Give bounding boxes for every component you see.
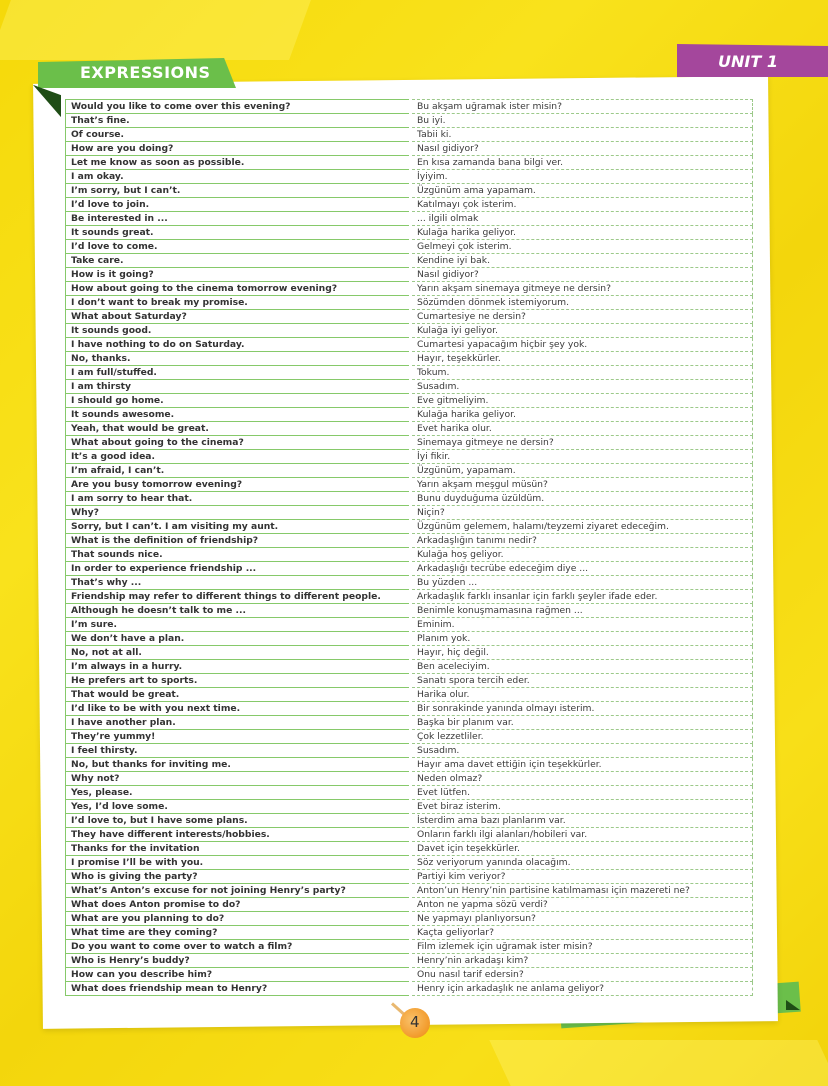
english-expression: They have different interests/hobbies. bbox=[66, 828, 411, 842]
english-expression: No, but thanks for inviting me. bbox=[66, 758, 411, 772]
english-expression: He prefers art to sports. bbox=[66, 674, 411, 688]
table-row bbox=[66, 352, 753, 366]
english-expression: How about going to the cinema tomorrow evening? bbox=[66, 282, 411, 296]
table-row bbox=[66, 828, 753, 842]
page-fold-right bbox=[786, 1000, 800, 1010]
table-row bbox=[66, 940, 753, 954]
english-expression: What time are they coming? bbox=[66, 926, 411, 940]
english-expression: We don’t have a plan. bbox=[66, 632, 411, 646]
turkish-translation: Evet harika olur. bbox=[411, 422, 753, 436]
english-expression: It’s a good idea. bbox=[66, 450, 411, 464]
english-expression: That would be great. bbox=[66, 688, 411, 702]
turkish-translation: Eminim. bbox=[411, 618, 753, 632]
turkish-translation: Cumartesi yapacağım hiçbir şey yok. bbox=[411, 338, 753, 352]
english-expression: I promise I’ll be with you. bbox=[66, 856, 411, 870]
table-row bbox=[66, 142, 753, 156]
english-expression: It sounds awesome. bbox=[66, 408, 411, 422]
table-row bbox=[66, 338, 753, 352]
background-shard bbox=[489, 1040, 828, 1086]
turkish-translation: Anton ne yapma sözü verdi? bbox=[411, 898, 753, 912]
turkish-translation: ... ilgili olmak bbox=[411, 212, 753, 226]
table-row bbox=[66, 520, 753, 534]
table-row bbox=[66, 156, 753, 170]
table-row bbox=[66, 926, 753, 940]
table-row bbox=[66, 492, 753, 506]
turkish-translation: Kulağa harika geliyor. bbox=[411, 408, 753, 422]
table-row bbox=[66, 744, 753, 758]
english-expression: They’re yummy! bbox=[66, 730, 411, 744]
turkish-translation: Nasıl gidiyor? bbox=[411, 268, 753, 282]
english-expression: What does friendship mean to Henry? bbox=[66, 982, 411, 996]
turkish-translation: Neden olmaz? bbox=[411, 772, 753, 786]
english-expression: It sounds good. bbox=[66, 324, 411, 338]
table-row bbox=[66, 114, 753, 128]
turkish-translation: Anton’un Henry’nin partisine katılmaması için mazereti ne? bbox=[411, 884, 753, 898]
turkish-translation: Hayır, teşekkürler. bbox=[411, 352, 753, 366]
expressions-table bbox=[65, 99, 753, 996]
turkish-translation: Üzgünüm, yapamam. bbox=[411, 464, 753, 478]
english-expression: Who is Henry’s buddy? bbox=[66, 954, 411, 968]
turkish-translation: Davet için teşekkürler. bbox=[411, 842, 753, 856]
english-expression: Who is giving the party? bbox=[66, 870, 411, 884]
english-expression: I should go home. bbox=[66, 394, 411, 408]
turkish-translation: Hayır ama davet ettiğin için teşekkürler. bbox=[411, 758, 753, 772]
turkish-translation: Benimle konuşmamasına rağmen ... bbox=[411, 604, 753, 618]
turkish-translation: Cumartesiye ne dersin? bbox=[411, 310, 753, 324]
table-row bbox=[66, 450, 753, 464]
table-row bbox=[66, 226, 753, 240]
table-row bbox=[66, 548, 753, 562]
english-expression: What does Anton promise to do? bbox=[66, 898, 411, 912]
english-expression: Are you busy tomorrow evening? bbox=[66, 478, 411, 492]
turkish-translation: Bu akşam uğramak ister misin? bbox=[411, 100, 753, 114]
turkish-translation: Gelmeyi çok isterim. bbox=[411, 240, 753, 254]
table-row bbox=[66, 394, 753, 408]
table-row bbox=[66, 506, 753, 520]
english-expression: I’m sure. bbox=[66, 618, 411, 632]
english-expression: No, not at all. bbox=[66, 646, 411, 660]
english-expression: Although he doesn’t talk to me ... bbox=[66, 604, 411, 618]
turkish-translation: Hayır, hiç değil. bbox=[411, 646, 753, 660]
english-expression: That sounds nice. bbox=[66, 548, 411, 562]
table-row bbox=[66, 702, 753, 716]
turkish-translation: Sözümden dönmek istemiyorum. bbox=[411, 296, 753, 310]
english-expression: Friendship may refer to different things to different people. bbox=[66, 590, 411, 604]
turkish-translation: Arkadaşlığın tanımı nedir? bbox=[411, 534, 753, 548]
table-row bbox=[66, 282, 753, 296]
table-row bbox=[66, 436, 753, 450]
english-expression: What about Saturday? bbox=[66, 310, 411, 324]
table-row bbox=[66, 184, 753, 198]
table-row bbox=[66, 212, 753, 226]
english-expression: I’m afraid, I can’t. bbox=[66, 464, 411, 478]
turkish-translation: Harika olur. bbox=[411, 688, 753, 702]
english-expression: Yes, I’d love some. bbox=[66, 800, 411, 814]
table-row bbox=[66, 646, 753, 660]
english-expression: What are you planning to do? bbox=[66, 912, 411, 926]
turkish-translation: Sanatı spora tercih eder. bbox=[411, 674, 753, 688]
table-row bbox=[66, 408, 753, 422]
unit-label: UNIT 1 bbox=[718, 52, 778, 71]
table-row bbox=[66, 758, 753, 772]
turkish-translation: Kendine iyi bak. bbox=[411, 254, 753, 268]
table-row bbox=[66, 870, 753, 884]
table-row bbox=[66, 674, 753, 688]
table-row bbox=[66, 310, 753, 324]
english-expression: How can you describe him? bbox=[66, 968, 411, 982]
english-expression: How are you doing? bbox=[66, 142, 411, 156]
table-row bbox=[66, 716, 753, 730]
turkish-translation: Katılmayı çok isterim. bbox=[411, 198, 753, 212]
table-row bbox=[66, 380, 753, 394]
turkish-translation: Üzgünüm ama yapamam. bbox=[411, 184, 753, 198]
turkish-translation: Bu iyi. bbox=[411, 114, 753, 128]
turkish-translation: Henry için arkadaşlık ne anlama geliyor? bbox=[411, 982, 753, 996]
table-row bbox=[66, 982, 753, 996]
turkish-translation: Çok lezzetliler. bbox=[411, 730, 753, 744]
table-row bbox=[66, 198, 753, 212]
turkish-translation: Kulağa harika geliyor. bbox=[411, 226, 753, 240]
english-expression: Why? bbox=[66, 506, 411, 520]
turkish-translation: İyiyim. bbox=[411, 170, 753, 184]
english-expression: Yeah, that would be great. bbox=[66, 422, 411, 436]
english-expression: I am okay. bbox=[66, 170, 411, 184]
turkish-translation: Yarın akşam meşgul müsün? bbox=[411, 478, 753, 492]
turkish-translation: Evet lütfen. bbox=[411, 786, 753, 800]
english-expression: I have another plan. bbox=[66, 716, 411, 730]
english-expression: Take care. bbox=[66, 254, 411, 268]
english-expression: What about going to the cinema? bbox=[66, 436, 411, 450]
english-expression: I’m sorry, but I can’t. bbox=[66, 184, 411, 198]
section-title: EXPRESSIONS bbox=[80, 63, 211, 82]
turkish-translation: Başka bir planım var. bbox=[411, 716, 753, 730]
english-expression: I’d love to, but I have some plans. bbox=[66, 814, 411, 828]
turkish-translation: Susadım. bbox=[411, 744, 753, 758]
turkish-translation: Kulağa hoş geliyor. bbox=[411, 548, 753, 562]
english-expression: I am sorry to hear that. bbox=[66, 492, 411, 506]
table-row bbox=[66, 842, 753, 856]
table-row bbox=[66, 534, 753, 548]
turkish-translation: İsterdim ama bazı planlarım var. bbox=[411, 814, 753, 828]
page-number: 4 bbox=[410, 1013, 420, 1031]
turkish-translation: Film izlemek için uğramak ister misin? bbox=[411, 940, 753, 954]
table-row bbox=[66, 100, 753, 114]
turkish-translation: Niçin? bbox=[411, 506, 753, 520]
turkish-translation: Onların farklı ilgi alanları/hobileri var. bbox=[411, 828, 753, 842]
english-expression: Sorry, but I can’t. I am visiting my aunt. bbox=[66, 520, 411, 534]
turkish-translation: Yarın akşam sinemaya gitmeye ne dersin? bbox=[411, 282, 753, 296]
background-shard bbox=[0, 0, 311, 60]
turkish-translation: Evet biraz isterim. bbox=[411, 800, 753, 814]
english-expression: Let me know as soon as possible. bbox=[66, 156, 411, 170]
table-row bbox=[66, 800, 753, 814]
table-row bbox=[66, 464, 753, 478]
table-row bbox=[66, 618, 753, 632]
turkish-translation: Planım yok. bbox=[411, 632, 753, 646]
english-expression: Do you want to come over to watch a film? bbox=[66, 940, 411, 954]
english-expression: Would you like to come over this evening? bbox=[66, 100, 411, 114]
turkish-translation: Arkadaşlık farklı insanlar için farklı şeyler ifade eder. bbox=[411, 590, 753, 604]
table-row bbox=[66, 268, 753, 282]
table-row bbox=[66, 478, 753, 492]
english-expression: Why not? bbox=[66, 772, 411, 786]
turkish-translation: Partiyi kim veriyor? bbox=[411, 870, 753, 884]
table-row bbox=[66, 884, 753, 898]
turkish-translation: Ben aceleciyim. bbox=[411, 660, 753, 674]
english-expression: I’d like to be with you next time. bbox=[66, 702, 411, 716]
turkish-translation: Tabii ki. bbox=[411, 128, 753, 142]
english-expression: Be interested in ... bbox=[66, 212, 411, 226]
table-row bbox=[66, 772, 753, 786]
turkish-translation: En kısa zamanda bana bilgi ver. bbox=[411, 156, 753, 170]
english-expression: I’d love to join. bbox=[66, 198, 411, 212]
english-expression: No, thanks. bbox=[66, 352, 411, 366]
english-expression: Thanks for the invitation bbox=[66, 842, 411, 856]
table-row bbox=[66, 366, 753, 380]
english-expression: I’d love to come. bbox=[66, 240, 411, 254]
english-expression: I’m always in a hurry. bbox=[66, 660, 411, 674]
english-expression: Of course. bbox=[66, 128, 411, 142]
turkish-translation: Bu yüzden ... bbox=[411, 576, 753, 590]
english-expression: It sounds great. bbox=[66, 226, 411, 240]
english-expression: That’s fine. bbox=[66, 114, 411, 128]
english-expression: What is the definition of friendship? bbox=[66, 534, 411, 548]
turkish-translation: Tokum. bbox=[411, 366, 753, 380]
table-row bbox=[66, 786, 753, 800]
table-row bbox=[66, 912, 753, 926]
table-row bbox=[66, 968, 753, 982]
table-row bbox=[66, 898, 753, 912]
turkish-translation: Eve gitmeliyim. bbox=[411, 394, 753, 408]
english-expression: How is it going? bbox=[66, 268, 411, 282]
table-row bbox=[66, 660, 753, 674]
turkish-translation: Ne yapmayı planlıyorsun? bbox=[411, 912, 753, 926]
table-row bbox=[66, 576, 753, 590]
turkish-translation: Bir sonrakinde yanında olmayı isterim. bbox=[411, 702, 753, 716]
turkish-translation: Onu nasıl tarif edersin? bbox=[411, 968, 753, 982]
table-row bbox=[66, 954, 753, 968]
turkish-translation: Susadım. bbox=[411, 380, 753, 394]
english-expression: Yes, please. bbox=[66, 786, 411, 800]
table-row bbox=[66, 688, 753, 702]
english-expression: What’s Anton’s excuse for not joining Henry’s party? bbox=[66, 884, 411, 898]
table-row bbox=[66, 632, 753, 646]
turkish-translation: Söz veriyorum yanında olacağım. bbox=[411, 856, 753, 870]
english-expression: I am full/stuffed. bbox=[66, 366, 411, 380]
table-row bbox=[66, 814, 753, 828]
table-row bbox=[66, 240, 753, 254]
turkish-translation: Henry’nin arkadaşı kim? bbox=[411, 954, 753, 968]
turkish-translation: Arkadaşlığı tecrübe edeceğim diye ... bbox=[411, 562, 753, 576]
table-row bbox=[66, 170, 753, 184]
table-row bbox=[66, 296, 753, 310]
turkish-translation: Sinemaya gitmeye ne dersin? bbox=[411, 436, 753, 450]
english-expression: I don’t want to break my promise. bbox=[66, 296, 411, 310]
table-row bbox=[66, 254, 753, 268]
table-row bbox=[66, 590, 753, 604]
english-expression: That’s why ... bbox=[66, 576, 411, 590]
table-row bbox=[66, 730, 753, 744]
table-row bbox=[66, 562, 753, 576]
english-expression: I am thirsty bbox=[66, 380, 411, 394]
turkish-translation: İyi fikir. bbox=[411, 450, 753, 464]
table-row bbox=[66, 856, 753, 870]
table-row bbox=[66, 604, 753, 618]
english-expression: In order to experience friendship ... bbox=[66, 562, 411, 576]
turkish-translation: Nasıl gidiyor? bbox=[411, 142, 753, 156]
table-row bbox=[66, 128, 753, 142]
turkish-translation: Üzgünüm gelemem, halamı/teyzemi ziyaret edeceğim. bbox=[411, 520, 753, 534]
turkish-translation: Kulağa iyi geliyor. bbox=[411, 324, 753, 338]
table-row bbox=[66, 324, 753, 338]
turkish-translation: Kaçta geliyorlar? bbox=[411, 926, 753, 940]
turkish-translation: Bunu duyduğuma üzüldüm. bbox=[411, 492, 753, 506]
english-expression: I feel thirsty. bbox=[66, 744, 411, 758]
english-expression: I have nothing to do on Saturday. bbox=[66, 338, 411, 352]
table-row bbox=[66, 422, 753, 436]
expressions-table-body bbox=[66, 100, 753, 996]
